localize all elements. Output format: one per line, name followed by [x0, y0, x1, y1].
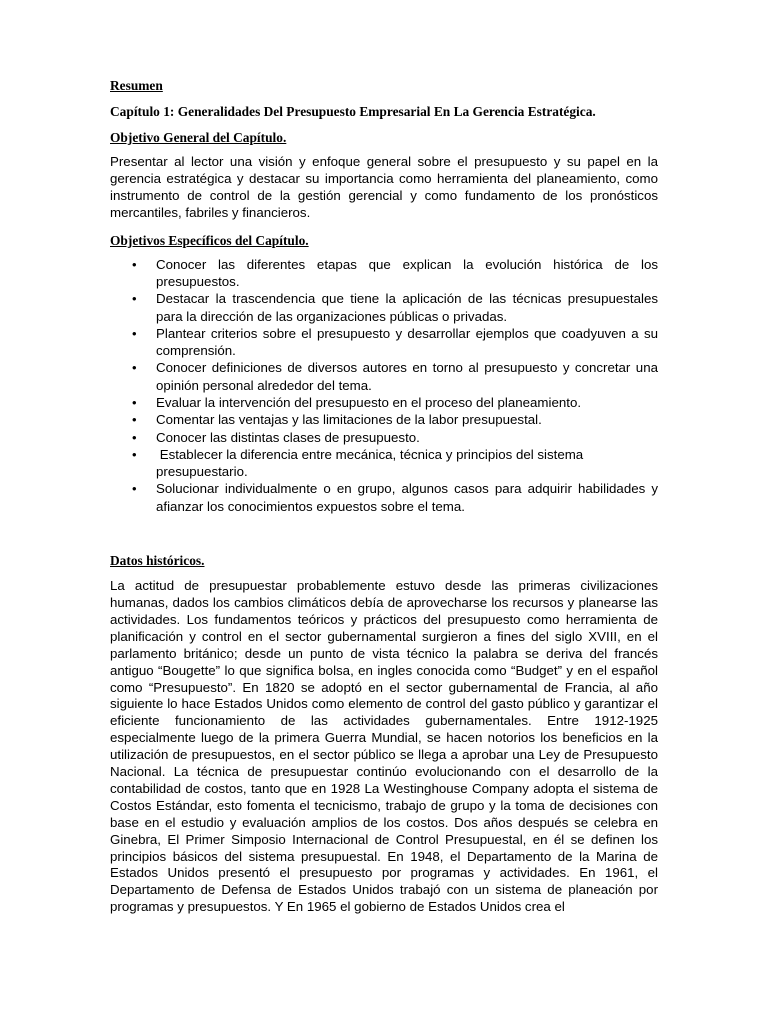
historical-text: La actitud de presupuestar probablemente estuvo desde las primeras civilizaciones humanas, dados los cambios climáticos debía de aprovecharse los recursos y planearse las actividades. Los fundamentos teóricos y prácticos del presupuesto como herramienta de planificación y control en el sector gubernamental surgieron a fines del siglo XVIII, en el parlamento británico; desde un punto de vista técnico la palabra se deriva del francés antiguo “Bougette” lo que significa bolsa, en ingles conocida como “Budget” y en el español como “Presupuesto”. En 1820 se adoptó en el sector gubernamental de Francia, al año siguiente lo hace Estados Unidos como elemento de control del gasto público y garantizar el eficiente funcionamiento de las actividades gubernamentales. Entre 1912-1925 especialmente luego de la primera Guerra Mundial, se hacen notorios los beneficios en la utilización de presupuestos, en el sector público se llega a aprobar una Ley de Presupuesto Nacional. La técnica de presupuestar continúo evolucionando con el desarrollo de la contabilidad de costos, tanto que en 1928 La Westinghouse Company adopta el sistema de Costos Estándar, esto fomenta el tecnicismo, trabajo de grupo y la toma de decisiones con base en el estudio y evaluación amplios de los costos. Dos años después se celebra en Ginebra, El Primer Simposio Internacional de Control Presupuestal, en él se definen los principios básicos del sistema presupuestal. En 1948, el Departamento de la Marina de Estados Unidos presentó el presupuesto por programas y actividades. En 1961, el Departamento de Defensa de Estados Unidos trabajó con un sistema de planeación por programas y presupuestos. Y En 1965 el gobierno de Estados Unidos crea el — [110, 578, 658, 915]
specific-objectives-heading: Objetivos Específicos del Capítulo. — [110, 232, 309, 248]
list-item — [110, 394, 658, 411]
list-item-text: Comentar las ventajas y las limitaciones de la labor presupuestal. — [156, 412, 542, 428]
bullet-icon: • — [132, 291, 137, 307]
list-item-text: Destacar la trascendencia que tiene la aplicación de las técnicas presupuestales para la dirección de las organizaciones públicas o privadas. — [156, 291, 658, 324]
bullet-icon: • — [132, 412, 137, 428]
bullet-icon: • — [132, 256, 137, 272]
list-item-text: Plantear criterios sobre el presupuesto y desarrollar ejemplos que coadyuven a su comprensión. — [156, 325, 658, 359]
list-item-text: Establecer la diferencia entre mecánica, técnica y principios del sistema presupuestario. — [156, 446, 587, 480]
list-item — [110, 290, 658, 325]
bullet-icon: • — [132, 395, 137, 410]
list-item-text: Evaluar la intervención del presupuesto en el proceso del planeamiento. — [156, 395, 582, 410]
list-item-text: Solucionar individualmente o en grupo, algunos casos para adquirir habilidades y afianzar los conocimientos expuestos sobre el tema. — [156, 481, 658, 514]
list-item — [110, 446, 658, 481]
list-item — [110, 359, 658, 394]
list-item — [110, 429, 658, 446]
list-item-text: Conocer definiciones de diversos autores en torno al presupuesto y concretar una opinión personal alrededor del tema. — [156, 360, 658, 393]
list-item — [110, 411, 658, 428]
specific-objectives-list — [110, 256, 658, 515]
historical-heading: Datos históricos. — [110, 553, 205, 569]
bullet-icon: • — [132, 446, 137, 462]
bullet-icon: • — [132, 481, 137, 497]
list-item-text: Conocer las distintas clases de presupuesto. — [156, 429, 420, 445]
general-objective-text: Presentar al lector una visión y enfoque general sobre el presupuesto y su papel en la gerencia estratégica y destacar su importancia como herramienta del planeamiento, como instrumento de control de la gestión gerencial y como fundamento de los pronósticos mercantiles, fabriles y financieros. — [110, 154, 658, 220]
document-page — [110, 78, 658, 916]
list-item-text: Conocer las diferentes etapas que explican la evolución histórica de los presupuestos. — [156, 256, 658, 289]
general-objective-heading: Objetivo General del Capítulo. — [110, 130, 287, 145]
list-item — [110, 256, 658, 291]
bullet-icon: • — [132, 429, 137, 445]
bullet-icon: • — [132, 325, 137, 341]
chapter-title: Capítulo 1: Generalidades Del Presupuesto Empresarial En La Gerencia Estratégica. — [110, 104, 596, 119]
list-item — [110, 480, 658, 515]
list-item — [110, 325, 658, 360]
bullet-icon: • — [132, 360, 137, 376]
resumen-heading: Resumen — [110, 78, 163, 93]
